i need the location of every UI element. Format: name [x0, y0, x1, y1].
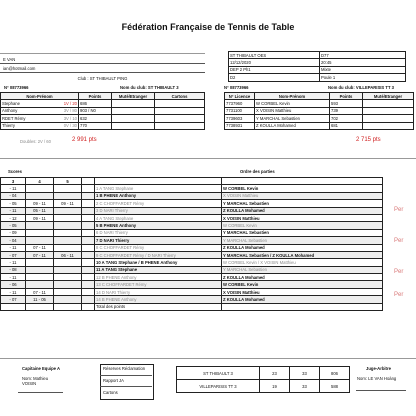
away-player: Z KOULLA Mohamed — [222, 244, 383, 251]
away-player: X VOISIN Matthieu — [222, 288, 383, 295]
set-score — [54, 192, 82, 199]
match-row — [1, 288, 383, 295]
set-col-header: 5 — [54, 178, 82, 185]
info-cell: D2 — [229, 74, 320, 81]
team-a-total: 2 991 pts — [72, 137, 97, 143]
note: Per — [394, 237, 404, 244]
set-score: 11 - 05 — [26, 296, 54, 303]
set-score — [54, 296, 82, 303]
home-player: 4 A TANG Stephane — [95, 214, 222, 221]
away-player: W CORBEL Kevin — [222, 185, 383, 192]
set-score — [54, 288, 82, 295]
player-cell: W CORBEL Kevin — [255, 100, 330, 107]
set-score: - 11 — [1, 288, 26, 295]
info-cell: DEP 2 Ph1 — [229, 66, 320, 73]
report-label: Rapport JA — [103, 378, 124, 383]
home-player: 11 A TANG Stephane — [95, 266, 222, 273]
referee-name: E VAN — [3, 57, 16, 62]
home-player: 10 A TANG Stephane / B PHENE Anthony — [95, 259, 222, 266]
set-score: - 04 — [1, 192, 26, 199]
player-cell: Thierry 0V / 30 — [2, 123, 77, 129]
rule — [100, 386, 152, 387]
result-table — [176, 366, 350, 393]
col-header: Cartons — [155, 93, 205, 100]
away-player: Z KOULLA Mohamed — [222, 274, 383, 281]
set-score: - 11 — [1, 207, 26, 214]
home-player: 8 C CHOFFARDET Rémy — [95, 244, 222, 251]
info-cell: Mixte — [320, 66, 406, 73]
away-player: Y MARCHAL Sebastien — [222, 237, 383, 244]
referee-name-footer: Nom: LE VAN Hoàng — [357, 376, 397, 381]
note: Per — [394, 268, 404, 275]
away-player: Y MARCHAL Sebastien — [222, 229, 383, 236]
home-player: 1 B PHENE Anthony — [95, 192, 222, 199]
col-header: Muté/Etranger — [112, 93, 155, 100]
set-col-header: 3 — [1, 178, 26, 185]
result-value: 33 — [290, 367, 320, 380]
home-player: 6 D NARI Thierry — [95, 229, 222, 236]
set-score — [26, 259, 54, 266]
set-score — [26, 237, 54, 244]
set-score — [54, 207, 82, 214]
result-team: VILLEPARISIS TT 3 — [177, 380, 260, 393]
info-cell: Poule 1 — [320, 74, 406, 81]
points-cell: 593 — [330, 100, 363, 107]
home-player: 3 D NARI Thierry — [95, 207, 222, 214]
match-row — [1, 200, 383, 207]
captain-a-name: Nom: Mathieu VOISIN — [22, 376, 49, 386]
home-player: 14 B PHENE Anthony — [95, 296, 222, 303]
set-col-header: 4 — [26, 178, 54, 185]
team-a-club: Nom du club: ST THIBAULT 3 — [120, 85, 179, 90]
team-a-number: N° 08773966 — [4, 85, 29, 90]
away-player: Z KOULLA Mohamed — [222, 296, 383, 303]
home-player: 14 D NARI Thierry — [95, 288, 222, 295]
match-row — [1, 237, 383, 244]
away-player: Y MARCHAL Sebastien — [222, 266, 383, 273]
set-score — [54, 222, 82, 229]
home-player: 1 A TANG Stephane — [95, 185, 222, 192]
match-row — [1, 244, 383, 251]
result-value: 19 — [260, 380, 290, 393]
col-header: Muté/Etranger — [363, 93, 414, 100]
set-score — [26, 185, 54, 192]
set-score: - 04 — [1, 237, 26, 244]
match-row — [1, 229, 383, 236]
section-divider — [0, 158, 416, 159]
home-player: 13 C CHOFFARDET Rémy — [95, 281, 222, 288]
match-row — [1, 222, 383, 229]
set-score — [26, 222, 54, 229]
signature-line — [18, 392, 63, 393]
col-header: Points — [330, 93, 363, 100]
page-title: Fédération Française de Tennis de Table — [121, 22, 295, 32]
cards-label: Cartons — [103, 390, 118, 395]
match-row — [1, 266, 383, 273]
away-player: X VOISIN Matthieu — [222, 192, 383, 199]
col-header: N° Licence — [225, 93, 255, 100]
captain-a-title: Capitaine Equipe A — [22, 366, 61, 371]
set-score: - 12 — [1, 214, 26, 221]
team-b-total: 2 715 pts — [356, 137, 381, 143]
result-value: 806 — [320, 367, 350, 380]
set-score — [54, 266, 82, 273]
set-score: - 11 — [1, 259, 26, 266]
away-player: W CORBEL Kevin — [222, 281, 383, 288]
set-score: - 05 — [1, 222, 26, 229]
result-value: 33 — [290, 380, 320, 393]
set-score: 07 - 11 — [26, 244, 54, 251]
player-cell: X VOISIN Matthieu — [255, 107, 330, 114]
home-player: 2 C CHOFFARDET Rémy — [95, 200, 222, 207]
away-player: W CORBEL Kevin — [222, 222, 383, 229]
col-header: Nom-Prénom — [255, 93, 330, 100]
set-score: - 09 — [1, 229, 26, 236]
doubles-score: Doubles: 2V / 60 — [20, 139, 51, 144]
set-score: 09 - 11 — [54, 200, 82, 207]
points-cell: 739 — [330, 107, 363, 114]
away-player: X VOISIN Matthieu — [222, 214, 383, 221]
player-cell: Y MARCHAL Sebastien — [255, 115, 330, 122]
set-score — [54, 259, 82, 266]
set-score: 07 - 11 — [26, 288, 54, 295]
match-row — [1, 192, 383, 199]
result-value: 23 — [260, 367, 290, 380]
set-score — [54, 274, 82, 281]
points-cell: 632 — [79, 115, 112, 122]
result-team: ST THIBAULT 3 — [177, 367, 260, 380]
set-score: 07 - 11 — [26, 251, 54, 258]
points-cell: 686 — [79, 100, 112, 107]
home-player: 12 B PHENE Anthony — [95, 274, 222, 281]
set-score — [26, 274, 54, 281]
match-row — [1, 274, 383, 281]
home-player: 5 B PHENE Anthony — [95, 222, 222, 229]
points-cell: 702 — [330, 115, 363, 122]
home-player: 7 D NARI Thierry — [95, 237, 222, 244]
match-row — [1, 259, 383, 266]
note: Per — [394, 291, 404, 298]
info-cell: 12/12/2020 — [229, 59, 320, 66]
match-row — [1, 214, 383, 221]
match-row — [1, 207, 383, 214]
license-cell: 7737960 — [225, 100, 255, 107]
set-score: - 11 — [1, 274, 26, 281]
team-a-table — [0, 92, 205, 130]
rule — [0, 72, 205, 73]
header-divider-left — [0, 53, 205, 54]
reserves-label: Réserves Réclamation — [103, 366, 146, 371]
footer-divider — [0, 358, 416, 359]
player-cell: Z KOULLA Mohamed — [255, 122, 330, 129]
set-score — [54, 214, 82, 221]
team-b-number: N° 08773966 — [224, 85, 249, 90]
set-score — [54, 229, 82, 236]
set-score: - 06 — [1, 281, 26, 288]
match-row — [1, 185, 383, 192]
player-cell: Stephane 1V / 20 — [2, 101, 77, 107]
team-b-table — [224, 92, 414, 130]
away-player: W CORBEL Kevin / X VOISIN Matthieu — [222, 259, 383, 266]
set-score — [54, 244, 82, 251]
rule — [100, 375, 152, 376]
set-score — [26, 229, 54, 236]
set-score: 09 - 11 — [26, 214, 54, 221]
match-row — [1, 296, 383, 303]
set-score — [26, 266, 54, 273]
set-score: - 11 — [1, 185, 26, 192]
set-score — [54, 281, 82, 288]
points-cell: 903 / N0 — [79, 107, 112, 114]
away-player: Y MARCHAL Sebastien / Z KOULLA Mohamed — [222, 251, 383, 258]
team-b-club: Nom du club: VILLEPARISIS TT 3 — [328, 85, 394, 90]
home-player: 9 C CHOFFARDET Rémy / D NARI Thierry — [95, 251, 222, 258]
info-cell: 20:45 — [320, 59, 406, 66]
set-score: 06 - 11 — [54, 251, 82, 258]
away-player: Z KOULLA Mohamed — [222, 207, 383, 214]
total-label: Total des points — [95, 303, 222, 310]
match-row — [1, 251, 383, 258]
set-score: - 05 — [1, 200, 26, 207]
referee-email: ian@hotmail.com — [3, 66, 36, 71]
set-score: - 07 — [1, 296, 26, 303]
points-cell: 770 — [79, 122, 112, 129]
result-value: 588 — [320, 380, 350, 393]
set-score: 05 - 11 — [26, 207, 54, 214]
signature-line — [356, 390, 406, 391]
set-score: - 08 — [1, 266, 26, 273]
note: Per — [394, 207, 404, 214]
license-cell: 7738931 — [225, 122, 255, 129]
license-cell: 7739603 — [225, 115, 255, 122]
set-score: 09 - 11 — [26, 200, 54, 207]
referee-title: Juge-Arbitre — [366, 366, 391, 371]
info-cell: ST THIBAULT OES — [229, 52, 320, 59]
points-cell: 681 — [330, 122, 363, 129]
rule — [0, 63, 205, 64]
total-row — [1, 303, 383, 310]
scores-header: Scores — [8, 169, 22, 174]
player-cell: RDET Rémy 3V / 10 — [2, 115, 77, 121]
set-score: - 11 — [1, 244, 26, 251]
set-score — [54, 237, 82, 244]
col-header: Points — [79, 93, 112, 100]
col-header: Nom-Prénom — [1, 93, 79, 100]
set-score: - 07 — [1, 251, 26, 258]
match-info-table — [228, 51, 406, 82]
away-player: Y MARCHAL Sebastien — [222, 200, 383, 207]
license-cell: 7731100 — [225, 107, 255, 114]
set-score — [54, 185, 82, 192]
set-score — [26, 281, 54, 288]
club-line: Club : ST THIBAULT PING — [77, 76, 128, 81]
set-score — [26, 192, 54, 199]
matches-table — [0, 177, 383, 311]
info-cell: D77 — [320, 52, 406, 59]
order-header: Ordre des parties — [240, 169, 275, 174]
match-row — [1, 281, 383, 288]
player-cell: Anthony 3V / 80 — [2, 108, 77, 114]
